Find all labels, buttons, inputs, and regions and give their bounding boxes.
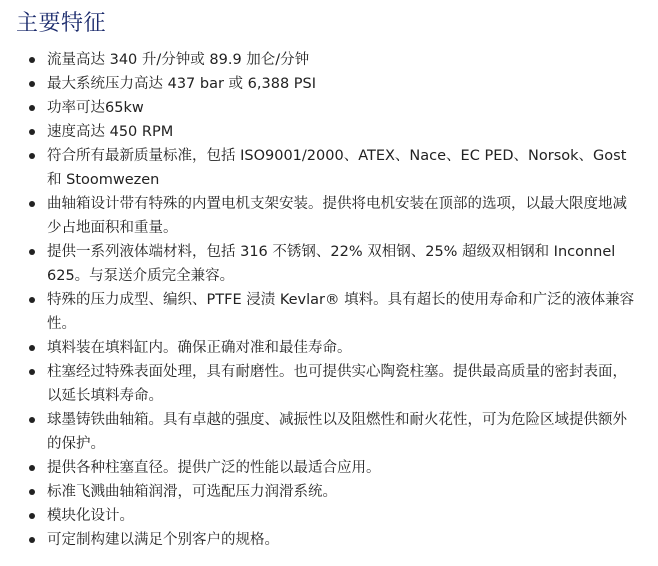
feature-text: 曲轴箱设计带有特殊的内置电机支架安装。提供将电机安装在顶部的选项，以最大限度地减少占地面积和重量。 xyxy=(47,196,627,236)
feature-item xyxy=(16,96,636,120)
bullet-icon xyxy=(29,369,35,375)
feature-text: 模块化设计。 xyxy=(47,508,134,524)
bullet-icon xyxy=(29,105,35,111)
feature-item xyxy=(16,360,636,408)
bullet-icon xyxy=(29,489,35,495)
feature-item xyxy=(16,504,636,528)
feature-item xyxy=(16,192,636,240)
feature-text: 球墨铸铁曲轴箱。具有卓越的强度、减振性以及阻燃性和耐火花性，可为危险区域提供额外的保护。 xyxy=(47,412,627,452)
feature-item xyxy=(16,480,636,504)
bullet-icon xyxy=(29,129,35,135)
feature-item xyxy=(16,288,636,336)
feature-text: 流量高达 340 升/分钟或 89.9 加仑/分钟 xyxy=(47,52,310,68)
feature-text: 柱塞经过特殊表面处理，具有耐磨性。也可提供实心陶瓷柱塞。提供最高质量的密封表面，以延长填料寿命。 xyxy=(47,364,627,404)
bullet-icon xyxy=(29,513,35,519)
bullet-icon xyxy=(29,57,35,63)
feature-text: 最大系统压力高达 437 bar 或 6,388 PSI xyxy=(47,76,317,92)
feature-text: 提供一系列液体端材料，包括 316 不锈钢、22% 双相钢、25% 超级双相钢和 Inconnel 625。与泵送介质完全兼容。 xyxy=(47,244,616,284)
feature-item xyxy=(16,144,636,192)
bullet-icon xyxy=(29,201,35,207)
bullet-icon xyxy=(29,81,35,87)
feature-item xyxy=(16,48,636,72)
feature-text: 填料装在填料缸内。确保正确对准和最佳寿命。 xyxy=(47,340,352,356)
section-heading: 主要特征 xyxy=(16,11,107,36)
bullet-icon xyxy=(29,345,35,351)
bullet-icon xyxy=(29,465,35,471)
feature-text: 特殊的压力成型、编织、PTFE 浸渍 Kevlar® 填料。具有超长的使用寿命和广泛的液体兼容性。 xyxy=(47,292,635,332)
bullet-icon xyxy=(29,153,35,159)
bullet-icon xyxy=(29,537,35,543)
feature-item xyxy=(16,240,636,288)
bullet-icon xyxy=(29,417,35,423)
feature-list xyxy=(16,48,636,552)
feature-item xyxy=(16,528,636,552)
feature-text: 符合所有最新质量标准，包括 ISO9001/2000、ATEX、Nace、EC PED、Norsok、Gost 和 Stoomwezen xyxy=(47,148,627,188)
feature-text: 功率可达65kw xyxy=(47,100,144,116)
feature-text: 提供各种柱塞直径。提供广泛的性能以最适合应用。 xyxy=(47,460,381,476)
feature-item xyxy=(16,72,636,96)
feature-item xyxy=(16,408,636,456)
bullet-icon xyxy=(29,249,35,255)
bullet-icon xyxy=(29,297,35,303)
feature-item xyxy=(16,456,636,480)
feature-text: 可定制构建以满足个别客户的规格。 xyxy=(47,532,279,548)
feature-item xyxy=(16,336,636,360)
feature-item xyxy=(16,120,636,144)
feature-text: 标准飞溅曲轴箱润滑，可选配压力润滑系统。 xyxy=(47,484,337,500)
feature-text: 速度高达 450 RPM xyxy=(47,124,174,140)
